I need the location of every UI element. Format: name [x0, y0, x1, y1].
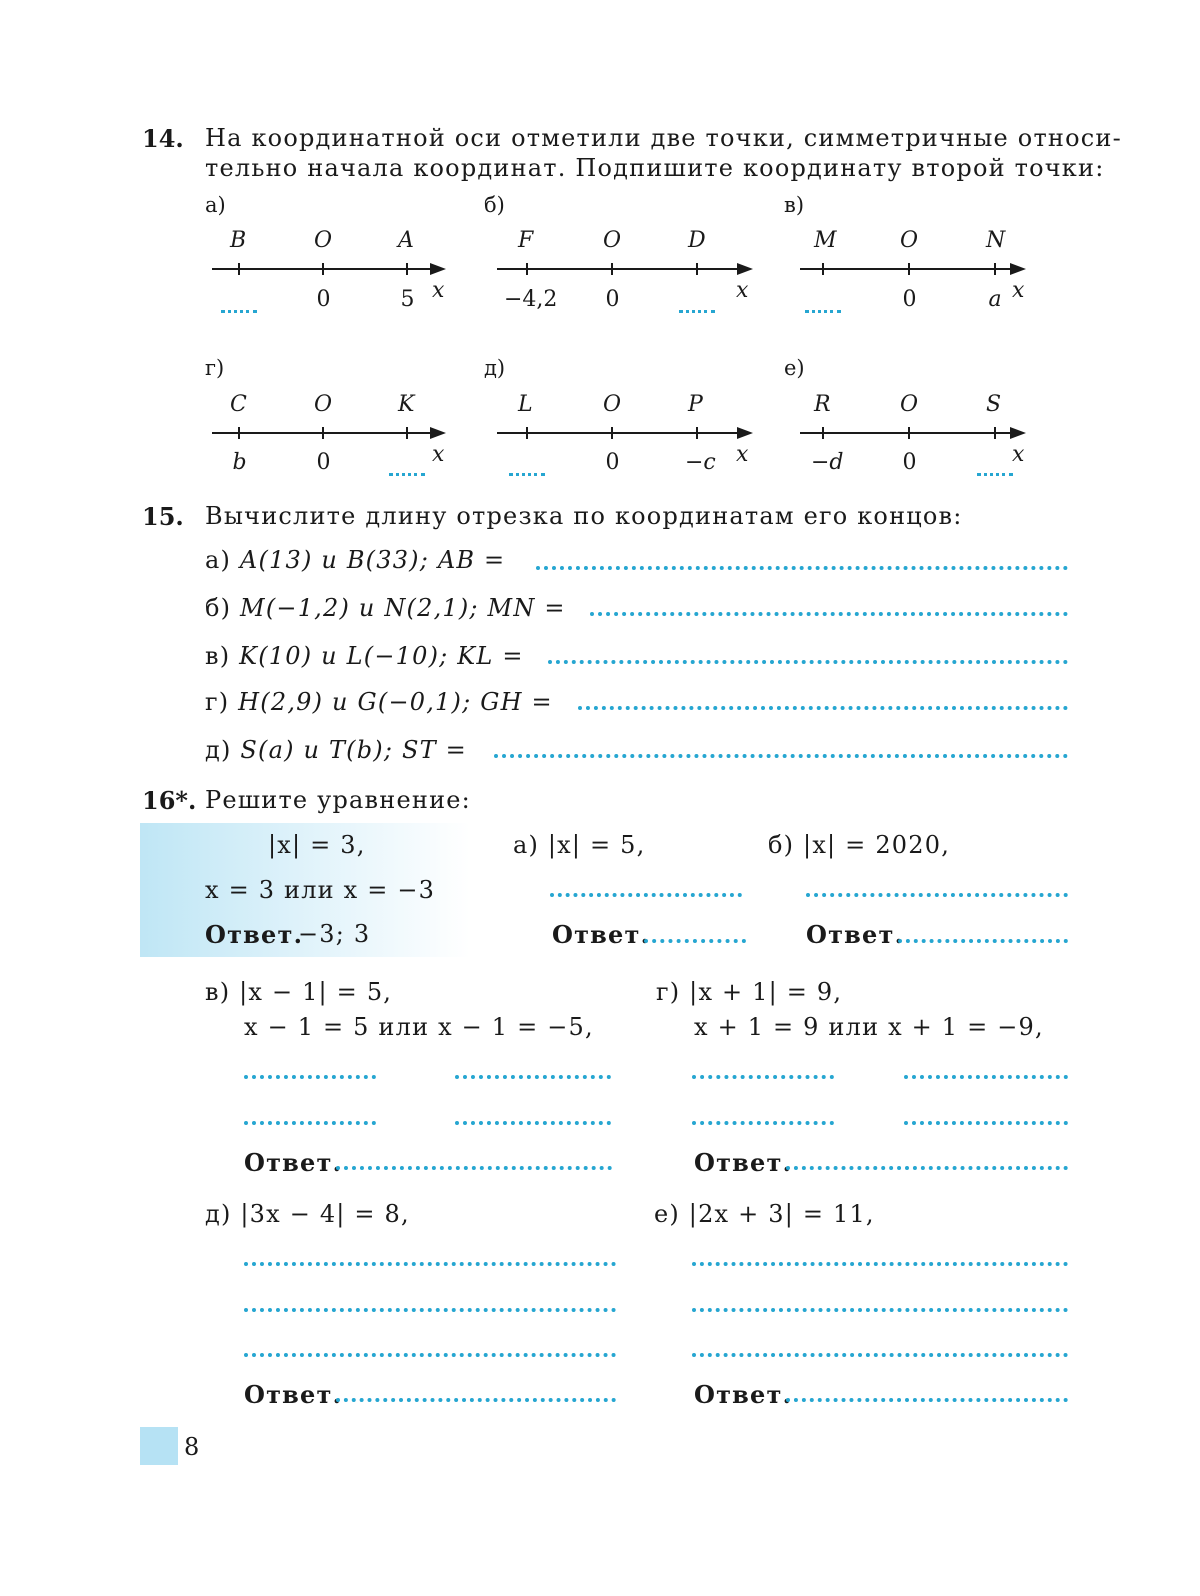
example-solution: x = 3 или x = −3: [205, 876, 436, 904]
numline-3-answer-field[interactable]: [805, 310, 841, 313]
item-tag: д): [205, 736, 241, 764]
numline-6-tick: [822, 427, 824, 439]
numline-5-axis-name: x: [736, 442, 749, 467]
p15-item-v: [205, 642, 524, 670]
numline-5-tag: д): [484, 356, 506, 380]
p16-item-v: в) |x − 1| = 5,: [205, 978, 393, 1006]
p16-g-work-1a[interactable]: [692, 1075, 834, 1079]
numline-4-axis-name: x: [432, 442, 445, 467]
p16-v-work-1a[interactable]: [244, 1075, 376, 1079]
numline-4-coordinate-value: b: [232, 450, 247, 475]
numline-5-axis-line: [497, 432, 743, 434]
numline-2-axis-line: [497, 268, 743, 270]
numline-6-tick: [908, 427, 910, 439]
numline-5-tick: [526, 427, 528, 439]
example-answer: −3; 3: [298, 920, 371, 948]
numline-1-point-label: O: [314, 228, 333, 253]
numline-1-tag: а): [205, 193, 226, 217]
p16-e-work-3[interactable]: [692, 1353, 1068, 1357]
numline-5-point-label: L: [518, 392, 533, 417]
numline-6-coordinate-value: −d: [811, 450, 844, 475]
item-text: M(−1,2) и N(2,1); MN =: [240, 594, 566, 622]
numline-4-tick: [238, 427, 240, 439]
example-equation: |x| = 3,: [268, 831, 366, 859]
p16-a-answer-field[interactable]: [644, 939, 746, 943]
page-number: 8: [184, 1433, 200, 1461]
p16-item-d: д) |3x − 4| = 8,: [205, 1200, 410, 1228]
numline-6-axis-name: x: [1012, 442, 1025, 467]
p15-answer-field-a[interactable]: [536, 566, 1068, 570]
problem-16-prompt: Решите уравнение:: [205, 786, 471, 814]
numline-4-axis-line: [212, 432, 436, 434]
numline-6-coordinate-value: 0: [902, 450, 917, 475]
numline-3-point-label: N: [986, 228, 1006, 253]
numline-3-point-label: O: [900, 228, 919, 253]
numline-4-tick: [406, 427, 408, 439]
numline-5-point-label: O: [603, 392, 622, 417]
item-tag: а): [205, 546, 240, 574]
numline-5-tick: [611, 427, 613, 439]
numline-1-coordinate-value: 0: [316, 287, 331, 312]
p16-v-work-2a[interactable]: [244, 1121, 376, 1125]
numline-4-answer-field[interactable]: [389, 473, 425, 476]
numline-4-arrow-icon: [430, 427, 446, 439]
p16-e-work-1[interactable]: [692, 1262, 1068, 1266]
numline-3-tick: [994, 263, 996, 275]
numline-3-coordinate-value: a: [988, 287, 1002, 312]
page-number-box: [140, 1427, 178, 1465]
item-text: S(a) и T(b); ST =: [240, 736, 467, 764]
numline-4-point-label: K: [398, 392, 415, 417]
problem-14-text-line2: тельно начала координат. Подпишите координату второй точки:: [205, 154, 1105, 182]
numline-6-point-label: R: [814, 392, 831, 417]
p16-v-work-2b[interactable]: [455, 1121, 611, 1125]
p16-g-answer-label: Ответ.: [694, 1148, 793, 1177]
p16-d-answer-field[interactable]: [336, 1398, 616, 1402]
p16-g-solution: x + 1 = 9 или x + 1 = −9,: [694, 1013, 1044, 1041]
numline-1-point-label: A: [398, 228, 414, 253]
p16-g-work-1b[interactable]: [904, 1075, 1068, 1079]
p16-d-work-1[interactable]: [244, 1262, 616, 1266]
numline-1-axis-name: x: [432, 278, 445, 303]
numline-1-coordinate-value: 5: [400, 287, 415, 312]
p16-g-work-2a[interactable]: [692, 1121, 834, 1125]
numline-1-answer-field[interactable]: [221, 310, 257, 313]
p16-e-work-2[interactable]: [692, 1308, 1068, 1312]
numline-2-tick: [526, 263, 528, 275]
numline-2-tag: б): [484, 193, 505, 217]
item-tag: в): [205, 642, 240, 670]
numline-6-point-label: O: [900, 392, 919, 417]
p16-b-work-field[interactable]: [806, 893, 1068, 897]
numline-5-coordinate-value: −c: [685, 450, 716, 475]
numline-3-tick: [822, 263, 824, 275]
numline-1-arrow-icon: [430, 263, 446, 275]
numline-5-answer-field[interactable]: [509, 473, 545, 476]
numline-6-answer-field[interactable]: [977, 473, 1013, 476]
p16-d-answer-label: Ответ.: [244, 1380, 343, 1409]
numline-2-axis-name: x: [736, 278, 749, 303]
numline-2-answer-field[interactable]: [679, 310, 715, 313]
numline-3-tick: [908, 263, 910, 275]
numline-2-tick: [611, 263, 613, 275]
item-tag: г): [205, 688, 239, 716]
numline-2-tick: [696, 263, 698, 275]
numline-1-point-label: B: [230, 228, 247, 253]
p16-e-answer-label: Ответ.: [694, 1380, 793, 1409]
numline-2-point-label: O: [603, 228, 622, 253]
p15-item-b: [205, 594, 566, 622]
p15-answer-field-v[interactable]: [548, 660, 1068, 664]
problem-15-number: 15.: [142, 502, 184, 531]
numline-4-coordinate-value: 0: [316, 450, 331, 475]
numline-1-tick: [406, 263, 408, 275]
numline-3-tag: в): [784, 193, 805, 217]
numline-5-tick: [696, 427, 698, 439]
p16-a-answer-label: Ответ.: [552, 920, 651, 949]
p15-answer-field-g[interactable]: [578, 706, 1068, 710]
numline-4-point-label: C: [230, 392, 247, 417]
p16-e-answer-field[interactable]: [786, 1398, 1068, 1402]
p16-g-answer-field[interactable]: [786, 1166, 1068, 1170]
numline-2-coordinate-value: −4,2: [504, 287, 558, 312]
problem-15-prompt: Вычислите длину отрезка по координатам его концов:: [205, 502, 963, 530]
p16-b-answer-field[interactable]: [898, 939, 1068, 943]
numline-1-tick: [322, 263, 324, 275]
example-answer-label: Ответ.: [205, 920, 304, 949]
numline-5-point-label: P: [688, 392, 703, 417]
numline-4-tick: [322, 427, 324, 439]
numline-6-tick: [994, 427, 996, 439]
p15-answer-field-d[interactable]: [494, 754, 1068, 758]
p16-d-work-3[interactable]: [244, 1353, 616, 1357]
numline-1-axis-line: [212, 268, 436, 270]
p16-v-solution: x − 1 = 5 или x − 1 = −5,: [244, 1013, 594, 1041]
numline-3-axis-name: x: [1012, 278, 1025, 303]
p16-v-answer-field[interactable]: [336, 1166, 612, 1170]
numline-6-tag: е): [784, 356, 805, 380]
numline-2-point-label: D: [688, 228, 706, 253]
numline-3-arrow-icon: [1010, 263, 1026, 275]
problem-14-text-line1: На координатной оси отметили две точки, симметричные относи-: [205, 124, 1122, 152]
problem-14-number: 14.: [142, 124, 184, 153]
item-text: A(13) и B(33); AB =: [239, 546, 506, 574]
numline-3-coordinate-value: 0: [902, 287, 917, 312]
item-tag: б): [205, 594, 241, 622]
numline-5-coordinate-value: 0: [605, 450, 620, 475]
numline-2-arrow-icon: [737, 263, 753, 275]
problem-16-number: 16*.: [142, 786, 197, 815]
p15-answer-field-b[interactable]: [590, 612, 1068, 616]
numline-1-tick: [238, 263, 240, 275]
numline-6-point-label: S: [986, 392, 1002, 417]
p16-a-work-field[interactable]: [550, 893, 742, 897]
p16-g-work-2b[interactable]: [904, 1121, 1068, 1125]
numline-2-coordinate-value: 0: [605, 287, 620, 312]
p15-item-d: [205, 736, 467, 764]
p16-v-work-1b[interactable]: [455, 1075, 611, 1079]
p16-item-e: е) |2x + 3| = 11,: [654, 1200, 875, 1228]
p15-item-a: [205, 546, 505, 574]
numline-5-arrow-icon: [737, 427, 753, 439]
p15-item-g: [205, 688, 553, 716]
numline-6-arrow-icon: [1010, 427, 1026, 439]
item-text: H(2,9) и G(−0,1); GH =: [238, 688, 553, 716]
p16-b-answer-label: Ответ.: [806, 920, 905, 949]
p16-v-answer-label: Ответ.: [244, 1148, 343, 1177]
p16-d-work-2[interactable]: [244, 1308, 616, 1312]
p16-item-a: а) |x| = 5,: [513, 831, 646, 859]
item-text: K(10) и L(−10); KL =: [239, 642, 524, 670]
p16-item-g: г) |x + 1| = 9,: [656, 978, 843, 1006]
numline-2-point-label: F: [518, 228, 534, 253]
numline-4-point-label: O: [314, 392, 333, 417]
numline-4-tag: г): [205, 356, 225, 380]
p16-item-b: б) |x| = 2020,: [768, 831, 951, 859]
numline-3-point-label: M: [814, 228, 837, 253]
